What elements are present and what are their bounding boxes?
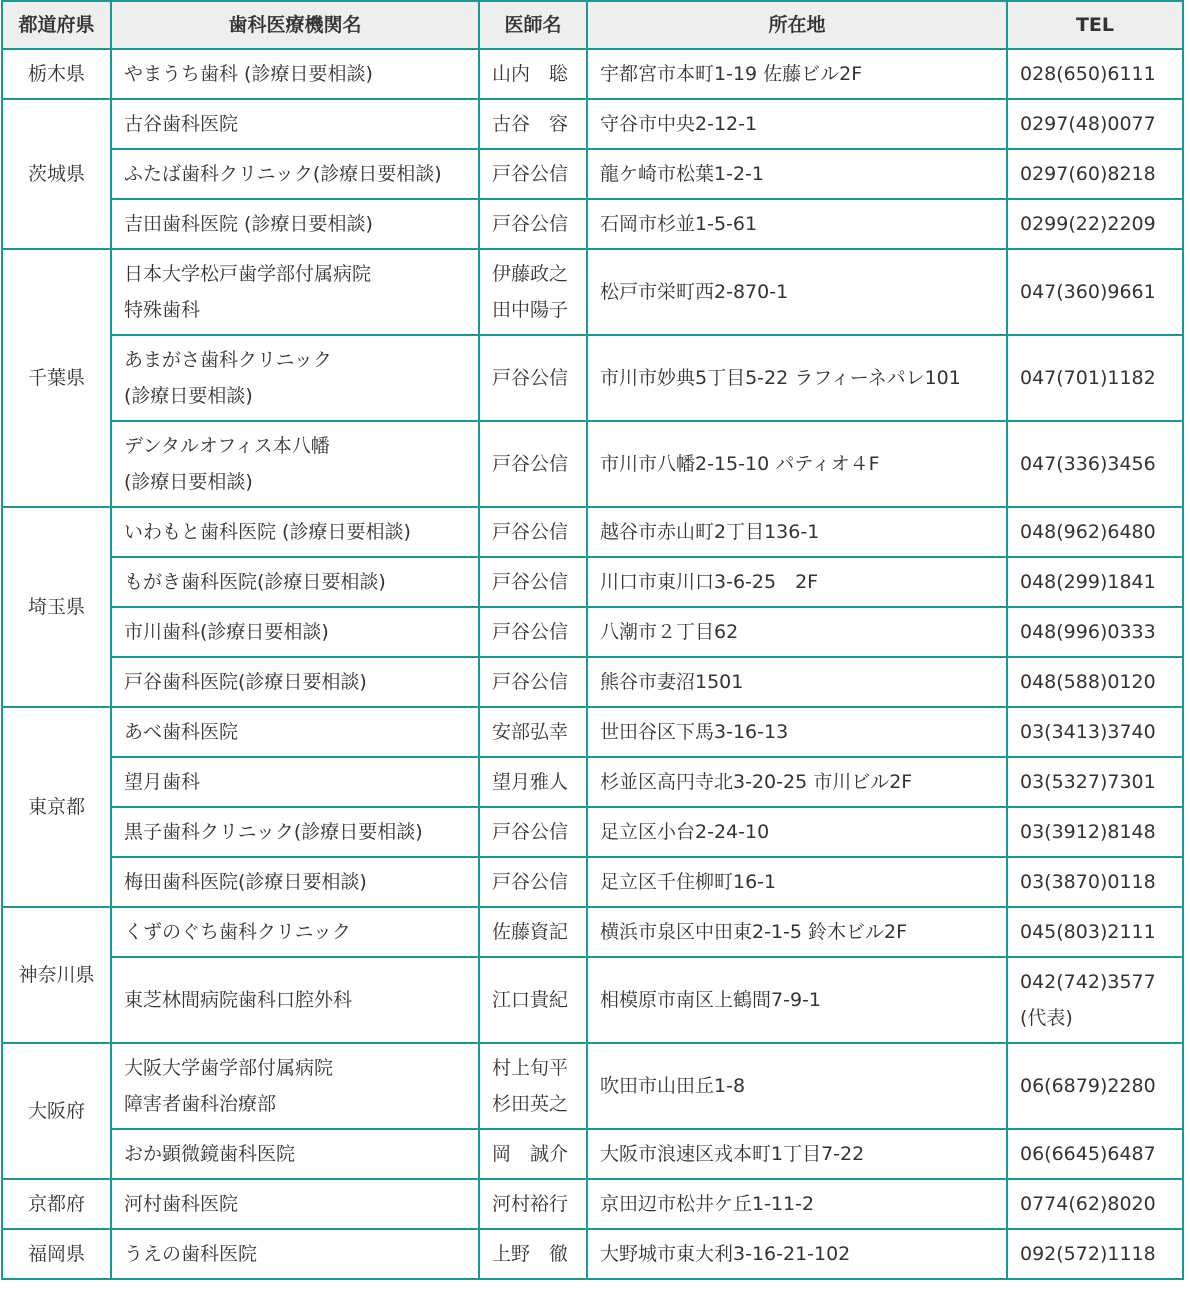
- address-cell: 杉並区高円寺北3-20-25 市川ビル2F: [587, 757, 1007, 807]
- clinic-name-line: やまうち歯科 (診療日要相談): [124, 63, 373, 85]
- table-row: [2, 707, 1183, 757]
- tel-line: 06(6879)2280: [1020, 1075, 1156, 1097]
- table-row: [2, 199, 1183, 249]
- address-cell: 横浜市泉区中田東2-1-5 鈴木ビル2F: [587, 907, 1007, 957]
- doctor-name-cell: [479, 1043, 587, 1129]
- tel-line: 03(5327)7301: [1020, 771, 1156, 793]
- header-prefecture: 都道府県: [2, 1, 111, 49]
- tel-cell: [1007, 1129, 1183, 1179]
- doctor-name-cell: [479, 857, 587, 907]
- tel-cell: [1007, 657, 1183, 707]
- doctor-name-line: 戸谷公信: [492, 521, 569, 543]
- doctor-name-cell: [479, 49, 587, 99]
- table-row: [2, 421, 1183, 507]
- clinic-name-cell: [111, 421, 479, 507]
- prefecture-cell: 千葉県: [2, 249, 111, 507]
- doctor-name-line: 田中陽子: [492, 299, 569, 321]
- doctor-name-cell: [479, 335, 587, 421]
- tel-line: 092(572)1118: [1020, 1243, 1156, 1265]
- tel-line: 048(996)0333: [1020, 621, 1156, 643]
- doctor-name-line: 戸谷公信: [492, 621, 569, 643]
- clinic-name-line: 市川歯科(診療日要相談): [124, 621, 329, 643]
- header-clinic: 歯科医療機関名: [111, 1, 479, 49]
- doctor-name-cell: [479, 99, 587, 149]
- clinic-name-cell: [111, 1229, 479, 1279]
- clinic-name-line: 東芝林間病院歯科口腔外科: [124, 989, 353, 1011]
- header-tel: TEL: [1007, 1, 1183, 49]
- doctor-name-line: 戸谷公信: [492, 163, 569, 185]
- doctor-name-line: 戸谷公信: [492, 821, 569, 843]
- table-row: [2, 1043, 1183, 1129]
- clinic-name-cell: [111, 335, 479, 421]
- tel-line: 048(299)1841: [1020, 571, 1156, 593]
- tel-line: 03(3870)0118: [1020, 871, 1156, 893]
- doctor-name-line: 上野 徹: [492, 1243, 569, 1265]
- table-row: [2, 857, 1183, 907]
- clinic-name-line: 梅田歯科医院(診療日要相談): [124, 871, 367, 893]
- table-row: [2, 1229, 1183, 1279]
- tel-cell: [1007, 421, 1183, 507]
- clinic-name-cell: [111, 557, 479, 607]
- prefecture-cell: 福岡県: [2, 1229, 111, 1279]
- address-cell: 守谷市中央2-12-1: [587, 99, 1007, 149]
- clinic-name-line: 戸谷歯科医院(診療日要相談): [124, 671, 367, 693]
- tel-cell: [1007, 1043, 1183, 1129]
- table-row: [2, 49, 1183, 99]
- tel-cell: [1007, 557, 1183, 607]
- doctor-name-cell: [479, 249, 587, 335]
- doctor-name-cell: [479, 199, 587, 249]
- clinic-name-cell: [111, 807, 479, 857]
- address-cell: 足立区千住柳町16-1: [587, 857, 1007, 907]
- address-cell: 熊谷市妻沼1501: [587, 657, 1007, 707]
- address-cell: 越谷市赤山町2丁目136-1: [587, 507, 1007, 557]
- doctor-name-cell: [479, 1129, 587, 1179]
- address-cell: 宇都宮市本町1-19 佐藤ビル2F: [587, 49, 1007, 99]
- clinic-name-line: 大阪大学歯学部付属病院: [124, 1057, 334, 1079]
- doctor-name-cell: [479, 421, 587, 507]
- clinic-name-line: 特殊歯科: [124, 299, 201, 321]
- address-cell: 相模原市南区上鶴間7-9-1: [587, 957, 1007, 1043]
- address-cell: 石岡市杉並1-5-61: [587, 199, 1007, 249]
- tel-cell: [1007, 335, 1183, 421]
- address-cell: 足立区小台2-24-10: [587, 807, 1007, 857]
- doctor-name-cell: [479, 807, 587, 857]
- clinic-name-cell: [111, 507, 479, 557]
- tel-cell: [1007, 757, 1183, 807]
- table-row: [2, 557, 1183, 607]
- tel-cell: [1007, 1229, 1183, 1279]
- clinic-name-line: 障害者歯科治療部: [124, 1093, 277, 1115]
- tel-line: 0299(22)2209: [1020, 213, 1156, 235]
- clinic-name-line: 望月歯科: [124, 771, 201, 793]
- tel-line: 0774(62)8020: [1020, 1193, 1156, 1215]
- tel-line: 047(360)9661: [1020, 281, 1156, 303]
- clinic-name-cell: [111, 857, 479, 907]
- clinic-name-cell: [111, 149, 479, 199]
- table-row: [2, 1179, 1183, 1229]
- clinic-name-line: デンタルオフィス本八幡: [124, 435, 330, 457]
- address-cell: 吹田市山田丘1-8: [587, 1043, 1007, 1129]
- tel-cell: [1007, 199, 1183, 249]
- address-cell: 京田辺市松井ケ丘1-11-2: [587, 1179, 1007, 1229]
- header-doctor: 医師名: [479, 1, 587, 49]
- clinic-name-cell: [111, 1129, 479, 1179]
- table-row: [2, 99, 1183, 149]
- dental-clinic-table: [1, 0, 1184, 1280]
- table-row: [2, 907, 1183, 957]
- prefecture-cell: 神奈川県: [2, 907, 111, 1043]
- doctor-name-line: 古谷 容: [492, 113, 569, 135]
- table-row: [2, 249, 1183, 335]
- tel-cell: [1007, 907, 1183, 957]
- prefecture-cell: 茨城県: [2, 99, 111, 249]
- clinic-name-line: 日本大学松戸歯学部付属病院: [124, 263, 372, 285]
- clinic-name-cell: [111, 99, 479, 149]
- clinic-name-cell: [111, 1179, 479, 1229]
- clinic-name-line: 吉田歯科医院 (診療日要相談): [124, 213, 373, 235]
- clinic-name-cell: [111, 607, 479, 657]
- doctor-name-line: 江口貴紀: [492, 989, 569, 1011]
- clinic-name-line: 古谷歯科医院: [124, 113, 239, 135]
- address-cell: 松戸市栄町西2-870-1: [587, 249, 1007, 335]
- clinic-name-line: もがき歯科医院(診療日要相談): [124, 571, 386, 593]
- table-row: [2, 657, 1183, 707]
- doctor-name-cell: [479, 707, 587, 757]
- clinic-name-cell: [111, 1043, 479, 1129]
- tel-line: 045(803)2111: [1020, 921, 1156, 943]
- prefecture-cell: 大阪府: [2, 1043, 111, 1179]
- tel-line: 0297(48)0077: [1020, 113, 1156, 135]
- tel-line: 048(962)6480: [1020, 521, 1156, 543]
- clinic-name-cell: [111, 907, 479, 957]
- doctor-name-line: 村上旬平: [492, 1057, 569, 1079]
- prefecture-cell: 栃木県: [2, 49, 111, 99]
- clinic-name-cell: [111, 657, 479, 707]
- doctor-name-line: 戸谷公信: [492, 453, 569, 475]
- clinic-name-cell: [111, 957, 479, 1043]
- doctor-name-line: 戸谷公信: [492, 571, 569, 593]
- header-address: 所在地: [587, 1, 1007, 49]
- tel-cell: [1007, 807, 1183, 857]
- clinic-name-cell: [111, 707, 479, 757]
- clinic-name-line: あべ歯科医院: [124, 721, 239, 743]
- doctor-name-cell: [479, 507, 587, 557]
- table-row: [2, 807, 1183, 857]
- clinic-name-cell: [111, 757, 479, 807]
- clinic-name-line: くずのぐち歯科クリニック: [124, 921, 351, 943]
- doctor-name-line: 山内 聡: [492, 63, 569, 85]
- tel-cell: [1007, 957, 1183, 1043]
- tel-line: (代表): [1020, 1007, 1073, 1029]
- clinic-name-line: (診療日要相談): [124, 385, 253, 407]
- tel-line: 028(650)6111: [1020, 63, 1156, 85]
- tel-line: 03(3413)3740: [1020, 721, 1156, 743]
- tel-line: 0297(60)8218: [1020, 163, 1156, 185]
- clinic-name-cell: [111, 199, 479, 249]
- doctor-name-line: 安部弘幸: [492, 721, 569, 743]
- prefecture-cell: 京都府: [2, 1179, 111, 1229]
- clinic-name-line: 河村歯科医院: [124, 1193, 239, 1215]
- tel-cell: [1007, 607, 1183, 657]
- tel-line: 047(336)3456: [1020, 453, 1156, 475]
- doctor-name-line: 伊藤政之: [492, 263, 569, 285]
- table-row: [2, 607, 1183, 657]
- address-cell: 川口市東川口3-6-25 2F: [587, 557, 1007, 607]
- tel-cell: [1007, 49, 1183, 99]
- table-row: [2, 957, 1183, 1043]
- address-cell: 大阪市浪速区戎本町1丁目7-22: [587, 1129, 1007, 1179]
- address-cell: 龍ケ崎市松葉1-2-1: [587, 149, 1007, 199]
- clinic-name-line: うえの歯科医院: [124, 1243, 258, 1265]
- table-row: [2, 1129, 1183, 1179]
- tel-cell: [1007, 707, 1183, 757]
- clinic-name-line: おか顕微鏡歯科医院: [124, 1143, 296, 1165]
- doctor-name-line: 戸谷公信: [492, 871, 569, 893]
- doctor-name-line: 佐藤資記: [492, 921, 569, 943]
- clinic-name-line: ふたば歯科クリニック(診療日要相談): [124, 163, 442, 185]
- table-row: [2, 335, 1183, 421]
- tel-cell: [1007, 149, 1183, 199]
- clinic-name-line: あまがさ歯科クリニック: [124, 349, 332, 371]
- table-header-row: [2, 1, 1183, 49]
- table-row: [2, 149, 1183, 199]
- tel-line: 06(6645)6487: [1020, 1143, 1156, 1165]
- doctor-name-line: 望月雅人: [492, 771, 569, 793]
- tel-line: 048(588)0120: [1020, 671, 1156, 693]
- doctor-name-line: 河村裕行: [492, 1193, 569, 1215]
- prefecture-cell: 埼玉県: [2, 507, 111, 707]
- doctor-name-cell: [479, 1229, 587, 1279]
- address-cell: 大野城市東大利3-16-21-102: [587, 1229, 1007, 1279]
- doctor-name-cell: [479, 957, 587, 1043]
- tel-cell: [1007, 99, 1183, 149]
- tel-line: 047(701)1182: [1020, 367, 1156, 389]
- tel-cell: [1007, 857, 1183, 907]
- doctor-name-cell: [479, 907, 587, 957]
- table-body: [2, 49, 1183, 1279]
- doctor-name-cell: [479, 1179, 587, 1229]
- doctor-name-line: 戸谷公信: [492, 213, 569, 235]
- tel-cell: [1007, 249, 1183, 335]
- clinic-name-cell: [111, 49, 479, 99]
- address-cell: 市川市八幡2-15-10 パティオ４F: [587, 421, 1007, 507]
- doctor-name-cell: [479, 607, 587, 657]
- doctor-name-line: 杉田英之: [492, 1093, 569, 1115]
- clinic-name-line: いわもと歯科医院 (診療日要相談): [124, 521, 411, 543]
- doctor-name-cell: [479, 149, 587, 199]
- prefecture-cell: 東京都: [2, 707, 111, 907]
- doctor-name-cell: [479, 757, 587, 807]
- doctor-name-cell: [479, 657, 587, 707]
- address-cell: 市川市妙典5丁目5-22 ラフィーネパレ101: [587, 335, 1007, 421]
- tel-line: 03(3912)8148: [1020, 821, 1156, 843]
- table-row: [2, 757, 1183, 807]
- address-cell: 八潮市２丁目62: [587, 607, 1007, 657]
- tel-cell: [1007, 1179, 1183, 1229]
- tel-line: 042(742)3577: [1020, 971, 1156, 993]
- clinic-name-cell: [111, 249, 479, 335]
- clinic-name-line: (診療日要相談): [124, 471, 253, 493]
- doctor-name-cell: [479, 557, 587, 607]
- doctor-name-line: 岡 誠介: [492, 1143, 569, 1165]
- doctor-name-line: 戸谷公信: [492, 367, 569, 389]
- clinic-name-line: 黒子歯科クリニック(診療日要相談): [124, 821, 423, 843]
- doctor-name-line: 戸谷公信: [492, 671, 569, 693]
- table-row: [2, 507, 1183, 557]
- address-cell: 世田谷区下馬3-16-13: [587, 707, 1007, 757]
- tel-cell: [1007, 507, 1183, 557]
